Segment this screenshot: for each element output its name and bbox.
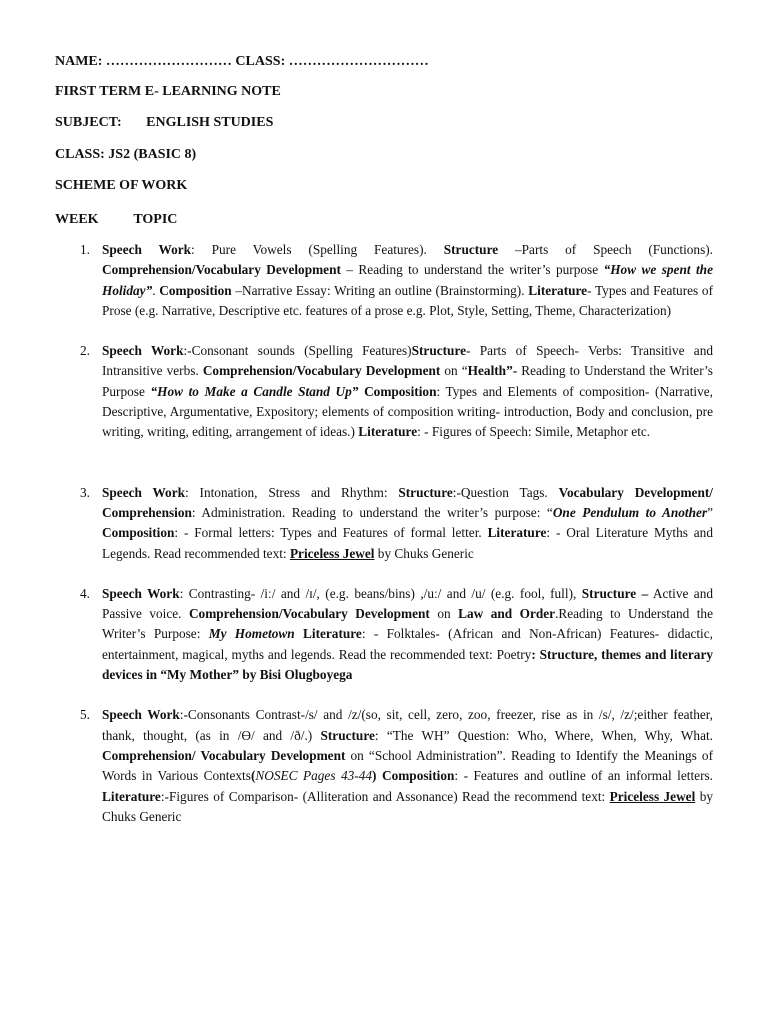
speech-work-label: Speech Work: [102, 484, 185, 500]
item-text: - Parts of Speech- Verbs: Transitive and Intransitive verbs.: [102, 343, 713, 379]
comprehension-label: Comprehension/ Vocabulary Development: [102, 747, 346, 763]
poem-title: : Structure, themes and literary devices in “My Mother” by Bisi Olugboyega: [102, 646, 714, 683]
item-text: : - Formal letters: Types and Features of formal letter.: [174, 525, 488, 541]
composition-label: Composition: [159, 282, 232, 298]
item-text: : - Folktales- (African and Non-African) Features- didactic, entertainment, magical, myths and legends. Read the recommended text: Poetry: [102, 626, 713, 662]
item-text: by Chuks Generic: [374, 545, 474, 561]
item-text: Reading to Understand the Writer’s Purpose: [102, 363, 713, 399]
topic-item-3: [55, 483, 713, 564]
name-class-line: NAME: ……………………… CLASS: …………………………: [55, 54, 429, 69]
item-number: 4.: [80, 585, 90, 601]
item-text: :-Consonant sounds (Spelling Features): [183, 343, 412, 359]
topic-label: Health”-: [467, 363, 518, 379]
literature-label: Literature: [303, 626, 362, 642]
speech-work-label: Speech Work: [102, 585, 180, 601]
comprehension-label: Comprehension/Vocabulary Development: [188, 606, 430, 622]
class-heading: CLASS: JS2 (BASIC 8): [55, 147, 197, 162]
composition-label: ) Composition: [372, 768, 455, 784]
item-text: by Chuks Generic: [102, 788, 714, 824]
comprehension-label: Vocabulary Development/ Comprehension: [102, 484, 713, 520]
week-topic-heading: WEEK TOPIC: [55, 212, 178, 227]
item-text: :-Figures of Comparison- (Alliteration and Assonance) Read the recommend text:: [160, 788, 610, 804]
item-text: .: [152, 282, 160, 298]
topic-label: Law and Order: [458, 606, 556, 622]
literature-label: Literature: [102, 788, 161, 804]
recommended-text-title: Priceless Jewel: [289, 545, 375, 561]
topic-item-4: [55, 584, 713, 685]
structure-label: Structure –: [581, 585, 649, 601]
item-text: on “: [440, 363, 468, 379]
item-number: 3.: [80, 484, 90, 500]
item-text: : Contrasting- /iː/ and /ɪ/, (e.g. beans/bins) ,/uː/ and /u/ (e.g. fool, full),: [179, 585, 582, 601]
item-text: : - Oral Literature Myths and Legends. Read recommended text:: [102, 525, 713, 561]
speech-work-label: Speech Work: [102, 343, 184, 359]
item-text: : Administration. Reading to understand the writer’s purpose: “: [191, 504, 553, 520]
item-text: [295, 626, 303, 641]
item-text: .Reading to Understand the Writer’s Purpose:: [102, 606, 713, 642]
passage-title: My Hometown: [208, 626, 295, 642]
structure-label: Structure: [320, 727, 375, 743]
item-number: 1.: [80, 242, 90, 257]
source-reference: NOSEC Pages 43-44: [255, 768, 373, 784]
paren-open: (: [250, 768, 256, 784]
structure-label: Structure: [411, 343, 467, 359]
item-text: : - Features and outline of an informal letters.: [454, 768, 713, 784]
recommended-text-title: Priceless Jewel: [609, 788, 696, 804]
composition-label: Composition: [364, 383, 437, 399]
item-text: –Narrative Essay: Writing an outline (Brainstorming).: [231, 282, 529, 298]
item-text: on “School Administration”. Reading to Identify the Meanings of Words in Various Contexts: [102, 747, 713, 784]
item-text: : Types and Elements of composition- (Narrative, Descriptive, Argumentative, Expository; elements of composition writing- introduction, Body and conclusion, pre writing, writing, editing, arrangement of ideas.): [102, 383, 713, 440]
item-number: 5.: [80, 707, 90, 723]
term-heading: FIRST TERM E- LEARNING NOTE: [55, 84, 281, 99]
item-text: : Pure Vowels (Spelling Features).: [191, 242, 444, 257]
passage-title: One Pendulum to Another: [552, 504, 708, 520]
scheme-heading: SCHEME OF WORK: [55, 178, 188, 193]
topic-item-5: [55, 705, 713, 827]
topic-item-2: [55, 341, 713, 442]
item-number: 2.: [80, 343, 90, 359]
structure-label: Structure: [443, 242, 499, 257]
item-text: – Reading to understand the writer’s purpose: [340, 262, 604, 278]
literature-label: Literature: [487, 525, 547, 541]
item-text: –Parts of Speech (Functions).: [498, 242, 713, 257]
comprehension-label: Comprehension/Vocabulary Development: [102, 262, 341, 278]
topic-item-1: [55, 240, 713, 321]
item-text: : “The WH” Question: Who, Where, When, Why, What.: [374, 727, 714, 743]
item-text: :-Question Tags.: [452, 484, 559, 500]
passage-title: “How we spent the Holiday”: [102, 262, 713, 298]
item-text: ”: [707, 504, 713, 520]
item-text: - Types and Features of Prose (e.g. Narrative, Descriptive etc. features of a prose e.g. Plot, Style, Setting, Theme, Characterization): [102, 282, 713, 318]
item-text: : - Figures of Speech: Simile, Metaphor etc.: [417, 424, 651, 440]
item-text: on: [429, 606, 459, 622]
composition-label: Composition: [102, 525, 175, 541]
literature-label: Literature: [528, 282, 588, 298]
passage-title: “How to Make a Candle Stand Up”: [150, 383, 359, 399]
item-text: :-Consonants Contrast-/s/ and /z/(so, sit, cell, zero, zoo, freezer, rise as in /s/, /z/;either feather, thank, thought, (as in /Ɵ/ and /ð/.): [102, 707, 713, 743]
literature-label: Literature: [358, 424, 418, 440]
speech-work-label: Speech Work: [102, 707, 180, 723]
speech-work-label: Speech Work: [102, 242, 192, 257]
item-text: : Intonation, Stress and Rhythm:: [185, 484, 399, 500]
subject-heading: SUBJECT: ENGLISH STUDIES: [55, 115, 274, 130]
item-text: Active and Passive voice.: [102, 585, 713, 622]
topic-list: [55, 240, 713, 827]
comprehension-label: Comprehension/Vocabulary Development: [202, 363, 441, 379]
structure-label: Structure: [398, 484, 453, 500]
